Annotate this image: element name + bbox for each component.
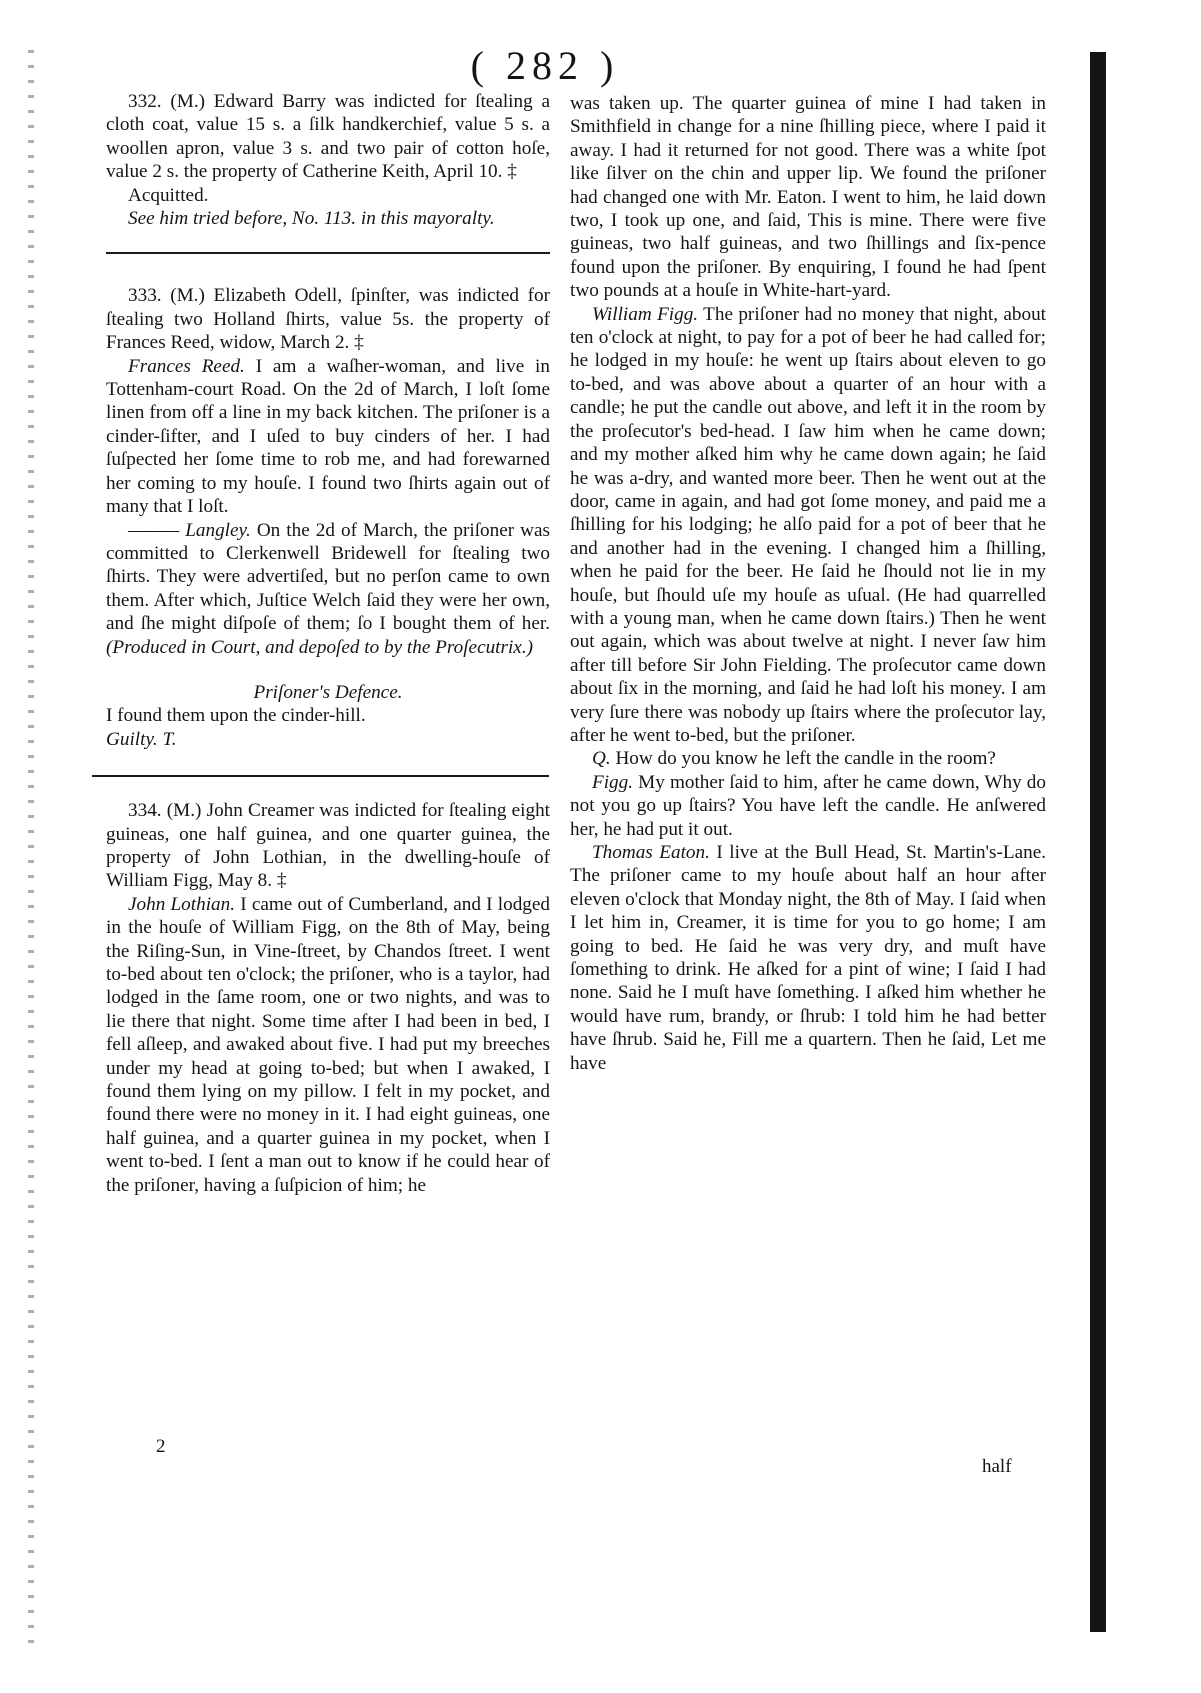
speaker-name: Thomas Eaton. xyxy=(592,842,710,863)
question-mark: Q. xyxy=(592,748,611,770)
speaker-name: Figg. xyxy=(592,771,634,793)
case-332-indictment: 332. (M.) Edward Barry was indicted for ſtealing a cloth coat, value 15 s. a ſilk handkerchief, value 5 s. a woollen apron, value 3 s. and two pair of cotton hoſe, value 2 s. the property of Catherine Keith, April 10. ‡ xyxy=(106,91,550,183)
speaker-name: John Lothian. xyxy=(128,893,236,915)
eaton-testimony xyxy=(570,841,1046,1075)
court-note: (Produced in Court, and depoſed to by the Proſecutrix.) xyxy=(106,636,534,658)
case-333-reed-testimony xyxy=(106,355,550,519)
case-334-indictment: 334. (M.) John Creamer was indicted for ſtealing eight guineas, one half guinea, and one quarter guinea, the property of John Lothian, in the dwelling-houſe of William Figg, May 8. ‡ xyxy=(106,800,550,892)
left-column xyxy=(106,90,550,1197)
figg-testimony xyxy=(570,303,1046,748)
case-333-indictment: 333. (M.) Elizabeth Odell, ſpinſter, was indicted for ſtealing two Holland ſhirts, value 5s. the property of Frances Reed, widow, March 2. ‡ xyxy=(106,285,550,354)
case-333-verdict: Guilty. T. xyxy=(106,728,177,750)
question xyxy=(570,747,1046,770)
question-text: How do you know he left the candle in the room? xyxy=(615,748,996,770)
right-column xyxy=(570,92,1046,1075)
case-333-langley-testimony xyxy=(106,519,550,659)
speaker-name: ——— Langley. xyxy=(128,519,251,541)
speaker-name: Frances Reed. xyxy=(128,355,245,377)
speaker-name: William Figg. xyxy=(592,303,699,325)
figg-answer xyxy=(570,771,1046,841)
testimony-text: I am a waſher-woman, and live in Tottenham-court Road. On the 2d of March, I loſt ſome linen from off a line in my back kitchen. The priſoner is a cinder-ſifter, and I uſed to buy cinders of her. I had ſuſpected her ſome time to rob me, and had forewarned her coming to my houſe. I found two ſhirts again out of many that I loſt. xyxy=(106,355,550,518)
case-332-verdict: Acquitted. xyxy=(128,184,209,206)
testimony-text: On the 2d of March, the priſoner was committed to Clerkenwell Bridewell for ſtealing two ſhirts. They were advertiſed, but no perſon came to own them. After which, Juſtice Welch ſaid they were her own, and ſhe might diſpoſe of them; ſo I bought them of her. xyxy=(106,519,550,635)
page-number: ( 282 ) xyxy=(470,43,620,88)
catchword: half xyxy=(982,1456,1012,1477)
defence-heading: Priſoner's Defence. xyxy=(253,681,403,703)
testimony-text: My mother ſaid to him, after he came down, Why do not you go up ſtairs? You have left the candle. He anſwered her, he had put it out. xyxy=(570,771,1046,840)
printer-signature: 2 xyxy=(156,1436,166,1457)
defence-text: I found them upon the cinder-hill. xyxy=(106,705,366,727)
lothian-testimony-continued: was taken up. The quarter guinea of mine I had taken in Smithfield in change for a nine ſhilling piece, where I paid it away. I had it returned for not good. There was a white ſpot like ſilver on the chin and upper lip. We found the priſoner had changed one with Mr. Eaton. I went to him, he laid down two, I took up one, and ſaid, This is mine. There were five guineas, two half guineas, and two ſhillings and ſix-pence found upon the priſoner. By enquiring, I found he had ſpent two pounds at a houſe in White-hart-yard. xyxy=(570,93,1046,302)
binding-shadow xyxy=(1090,52,1106,1632)
testimony-text: I live at the Bull Head, St. Martin's-Lane. The priſoner came to my houſe about half an hour after eleven o'clock that Monday night, the 8th of May. I ſaid when I let him in, Creamer, it is time for you to go home; I am going to bed. He ſaid he was very dry, and muſt have ſomething to drink. He aſked for a pint of wine; I ſaid I had none. Said he I muſt have ſomething. I aſked him whether he would have rum, brandy, or ſhrub: I told him he had better have ſhrub. Said he, Fill me a quartern. Then he ſaid, Let me have xyxy=(570,842,1047,1074)
case-334-lothian-testimony xyxy=(106,893,550,1197)
testimony-text: I came out of Cumberland, and I lodged in the houſe of William Figg, on the 8th of May, being the Riſing-Sun, in Vine-ſtreet, by Chandos ſtreet. I went to-bed about ten o'clock; the priſoner, who is a taylor, had lodged in the ſame room, one or two nights, and was to lie there that night. Some time after I had been in bed, I fell aſleep, and awaked about five. I had put my breeches under my head at going to-bed; but when I awaked, I found them lying on my pillow. I felt in my pocket, and found there were no money in it. I had eight guineas, one half guinea, and a quarter guinea in my pocket, when I went to-bed. I ſent a man out to know if he could hear of the priſoner, having a ſuſpicion of him; he xyxy=(106,893,550,1196)
page-edge-marks xyxy=(28,50,34,1650)
case-332-note: See him tried before, No. 113. in this mayoralty. xyxy=(128,208,495,230)
testimony-text: The priſoner had no money that night, about ten o'clock at night, to pay for a pot of beer he had called for; he lodged in my houſe: he went up ſtairs about eleven to go to-bed, and was above about a quarter of an hour with a candle; he put the candle out above, and left it in the room by the proſecutor's bed-head. I ſaw him when he came down; and my mother aſked him why he came down again; he ſaid he was a-dry, and wanted more beer. Then he went out at the door, came in again, and had got ſome money, and paid me a ſhilling for his lodging; he alſo paid for a pot of beer that he and another had in the evening. I changed him a ſhilling, when he paid for the beer. He ſaid he ſhould not lie in my houſe, but ſhould uſe my houſe as uſual. (He had quarrelled with a young man, when he came down ſtairs.) Then he went out again, which was about twelve at night. I never ſaw him after till before Sir John Fielding. The proſecutor came down about ſix in the morning, and ſaid he had loſt his money. I am very ſure there was nobody up ſtairs where the proſecutor lay, after he went to-bed, but the priſoner. xyxy=(570,303,1047,746)
